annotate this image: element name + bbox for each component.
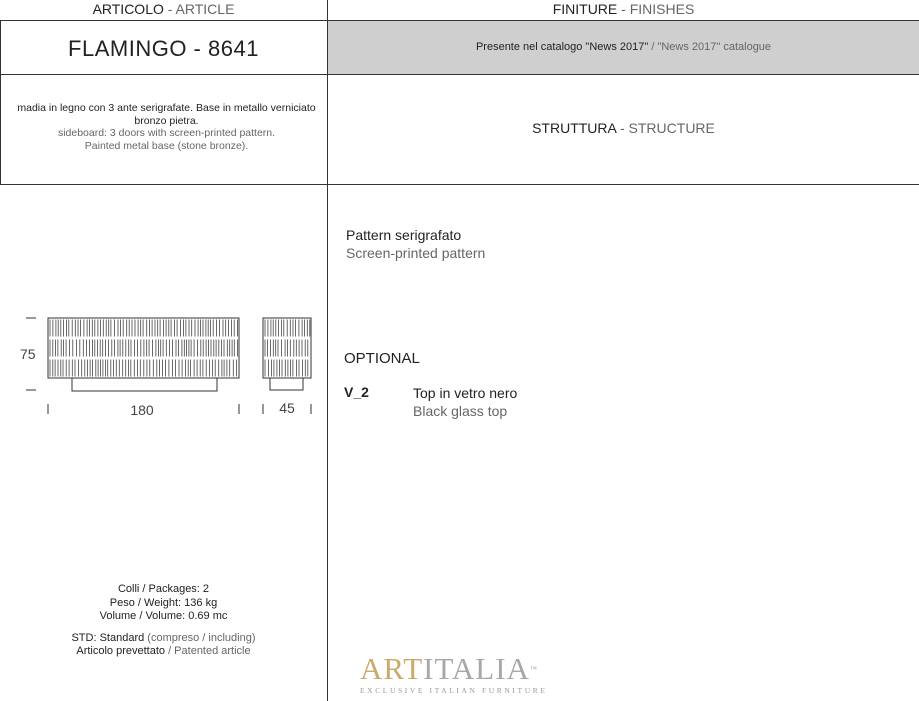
- finishes-header-sep: -: [617, 1, 630, 17]
- column-divider: [327, 0, 328, 701]
- side-view-base: [270, 378, 303, 390]
- option-it: Top in vetro nero: [413, 385, 518, 401]
- catalog-note-sep: /: [648, 41, 658, 53]
- article-header: [0, 0, 327, 20]
- std-detail: (compreso / including): [144, 631, 256, 644]
- desc-en-line-1: sideboard: 3 doors with screen-printed pattern.: [57, 127, 276, 139]
- pattern-block: [346, 226, 485, 262]
- std-line: [0, 632, 327, 646]
- catalog-note: [328, 21, 919, 74]
- side-view-pattern: [265, 320, 310, 377]
- finishes-header: [328, 0, 919, 20]
- desc-en-line-2: Painted metal base (stone bronze).: [84, 139, 249, 152]
- product-description: [6, 102, 327, 152]
- desc-it-line-1: madia in legno con 3 ante serigrafate. Base in metallo verniciato: [17, 102, 316, 114]
- front-view-base: [72, 378, 217, 391]
- product-title: FLAMINGO - 8641: [68, 36, 259, 61]
- dimension-height: 75: [20, 346, 36, 362]
- desc-it-line-2: bronzo pietra.: [134, 114, 199, 127]
- option-code: V_2: [344, 384, 369, 400]
- article-header-it: ARTICOLO: [92, 1, 164, 17]
- pattern-en: Screen-printed pattern: [346, 245, 486, 261]
- logo-tagline: EXCLUSIVE ITALIAN FURNITURE: [360, 686, 548, 695]
- desc-bottom-line: [0, 184, 919, 185]
- finishes-header-en: FINISHES: [629, 1, 695, 17]
- option-description: [413, 384, 517, 420]
- structure-it: STRUTTURA: [532, 120, 617, 136]
- weight-line: Peso / Weight: 136 kg: [109, 596, 218, 609]
- front-view-pattern: [50, 320, 238, 377]
- patent-line: [0, 645, 327, 659]
- finishes-header-it: FINITURE: [552, 1, 618, 17]
- logo-tm: ™: [529, 665, 538, 673]
- option-en: Black glass top: [413, 403, 508, 419]
- title-bottom-line: [0, 74, 919, 75]
- structure-sep: -: [616, 120, 629, 136]
- logo-art: ART: [360, 651, 424, 686]
- shipping-info: [0, 583, 327, 659]
- structure-heading: [328, 120, 919, 136]
- logo-wordmark: [360, 652, 560, 686]
- article-header-en: ARTICLE: [175, 1, 235, 17]
- artitalia-logo: [360, 652, 560, 695]
- article-header-sep: -: [163, 1, 176, 17]
- pattern-it: Pattern serigrafato: [346, 227, 462, 243]
- patent-detail: / Patented article: [165, 645, 251, 657]
- dimension-depth: 45: [279, 400, 295, 416]
- dimension-width: 180: [130, 402, 154, 418]
- std-label: STD: Standard: [71, 631, 145, 644]
- logo-italia: ITALIA: [423, 651, 530, 686]
- catalog-note-en: "News 2017" catalogue: [657, 41, 772, 53]
- volume-line: Volume / Volume: 0.69 mc: [99, 610, 228, 622]
- catalog-note-it: Presente nel catalogo "News 2017": [475, 41, 649, 53]
- packages-line: Colli / Packages: 2: [117, 583, 210, 595]
- optional-heading: OPTIONAL: [344, 350, 420, 367]
- structure-en: STRUCTURE: [628, 120, 715, 136]
- patent-label: Articolo prevettato: [76, 645, 166, 657]
